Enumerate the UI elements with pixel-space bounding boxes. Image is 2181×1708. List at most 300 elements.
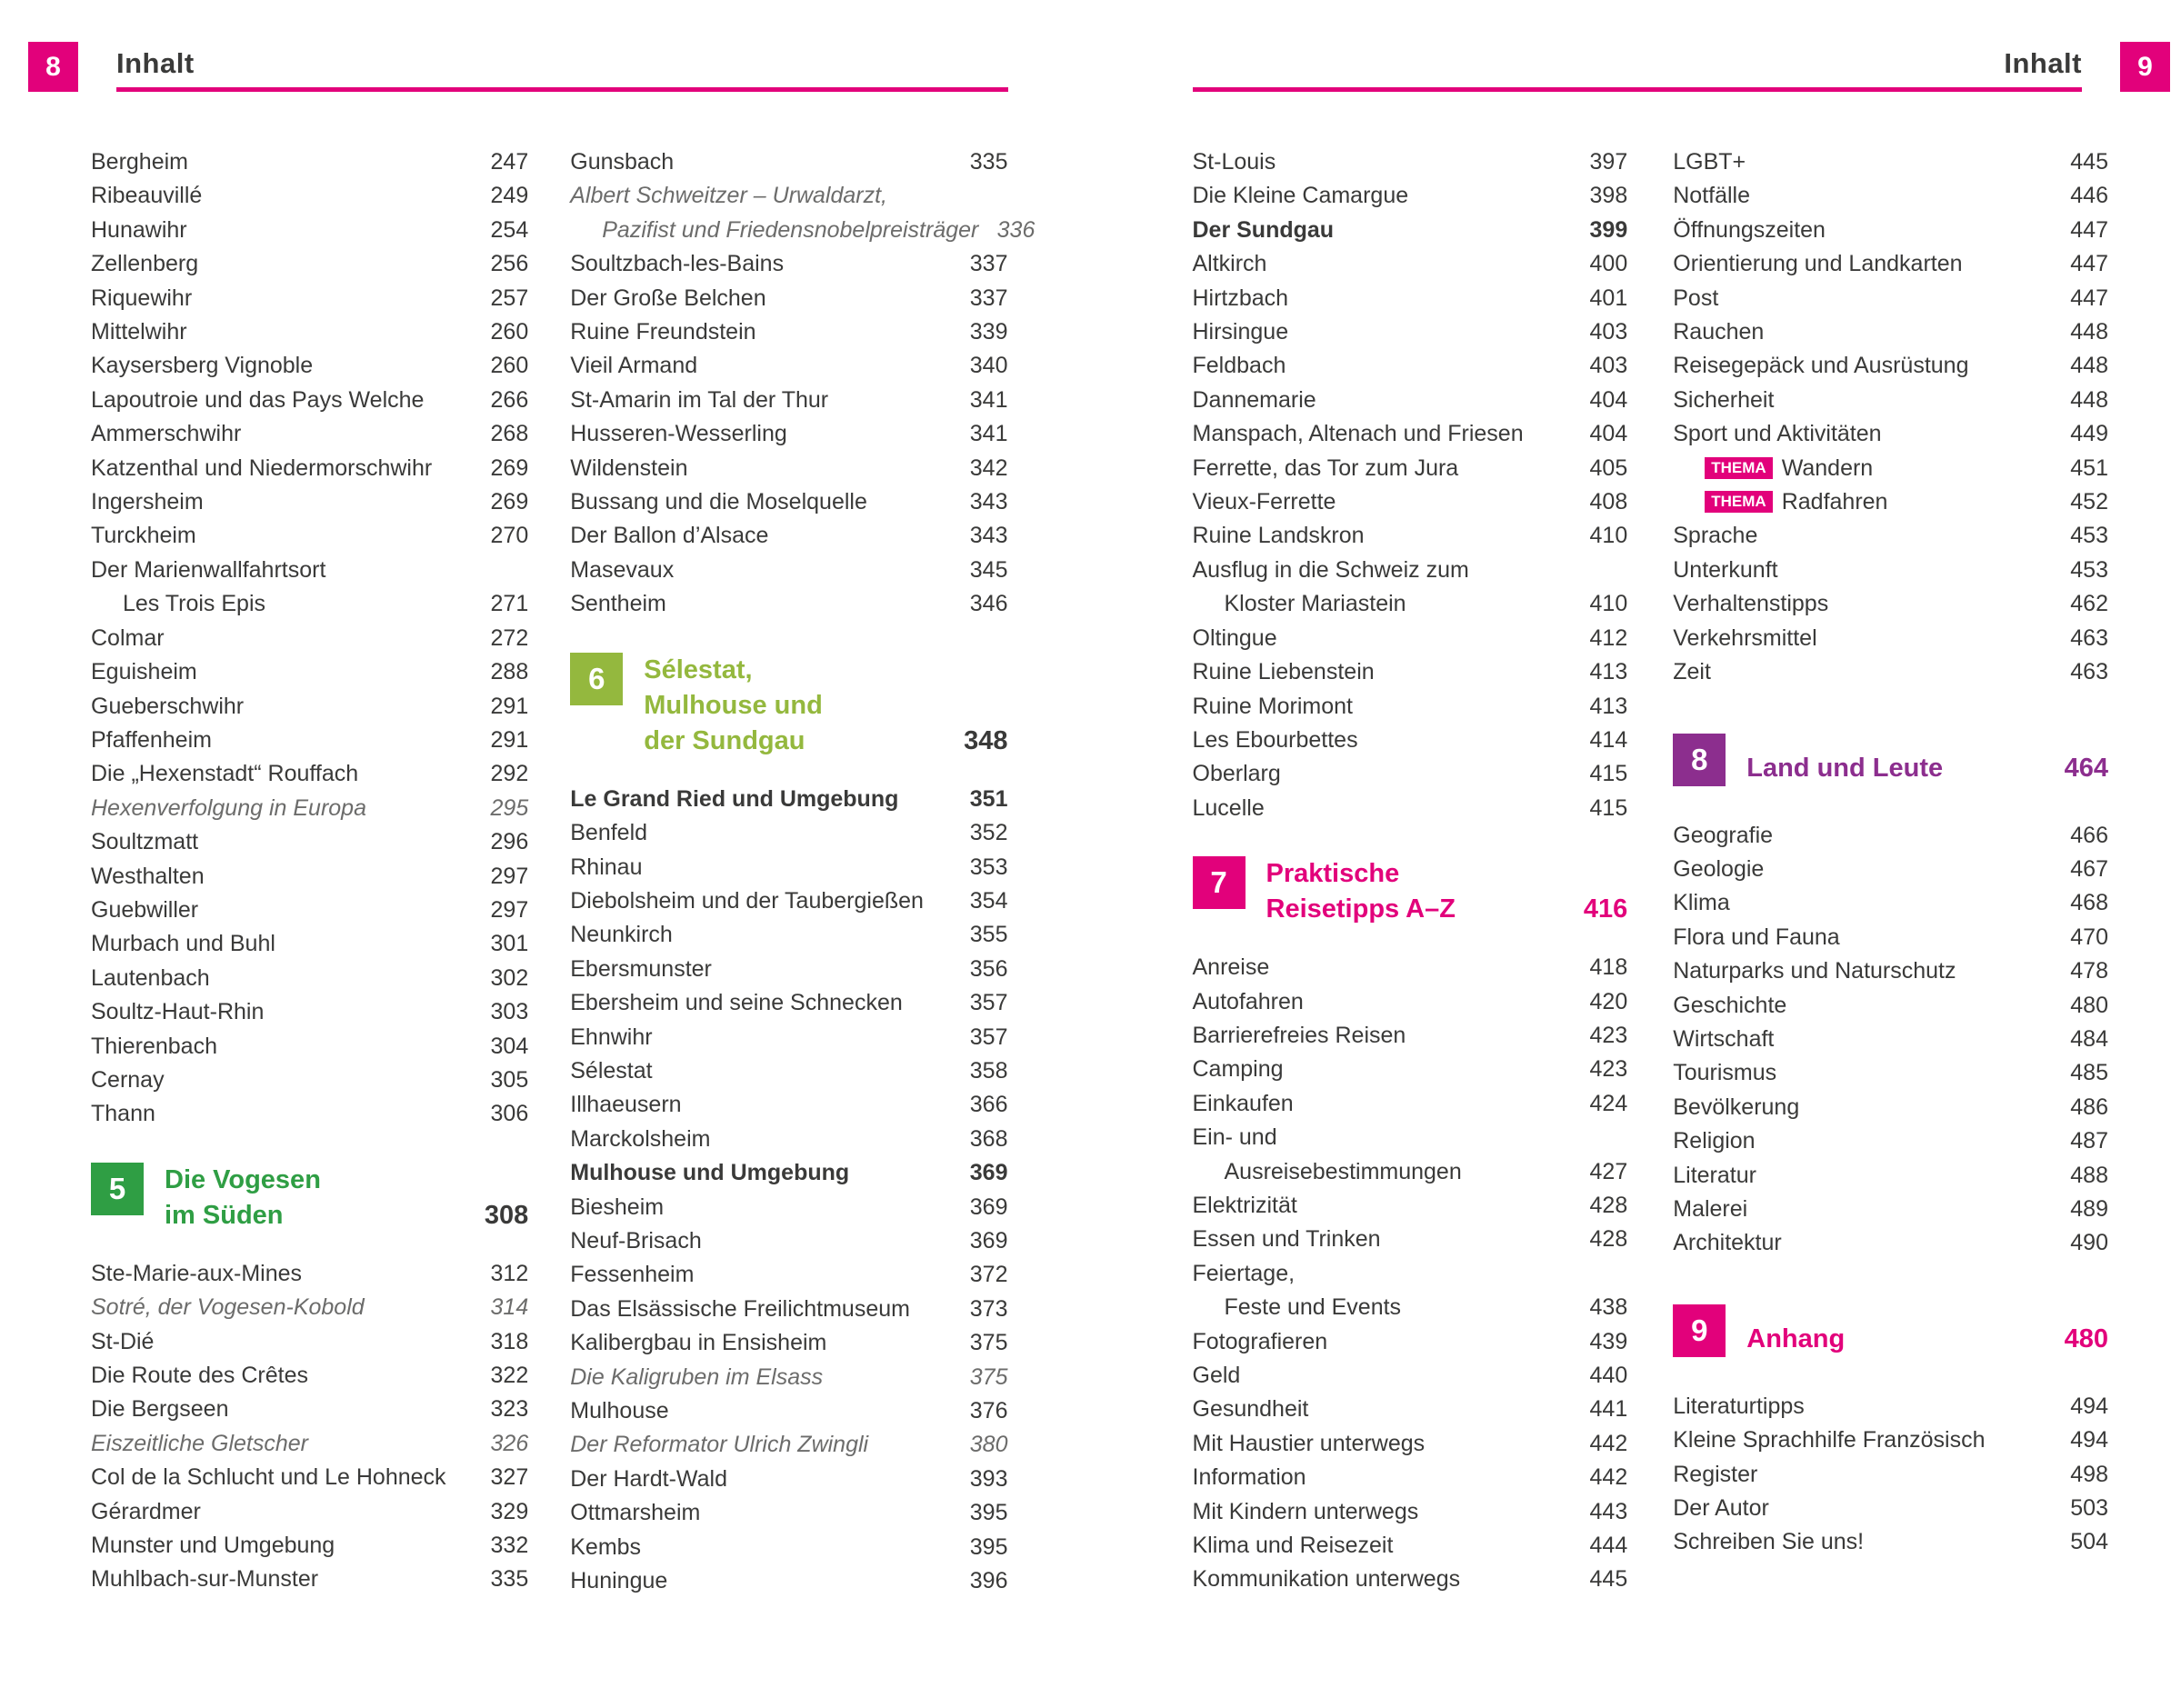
entry-page-number: 451 [2070,454,2108,481]
toc-entry [1673,519,2108,553]
section-number-box: 8 [1673,734,1726,786]
toc-entry [1673,819,2108,853]
toc-entry [570,384,1007,417]
entry-page-number: 438 [1589,1294,1628,1321]
entry-page-number: 442 [1589,1464,1628,1491]
toc-entry [1673,1492,2108,1525]
entry-label: THEMA Wandern [1673,452,2052,485]
entry-page-number: 463 [2070,659,2108,685]
entry-label: Wildenstein [570,454,688,481]
toc-entry [570,145,1007,179]
entry-label: Schreiben Sie uns! [1673,1529,1865,1555]
entry-page-number: 441 [1589,1396,1628,1423]
entry-label: Kleine Sprachhilfe Französisch [1673,1427,1986,1453]
toc-entry [91,792,528,825]
entry-page-number: 395 [969,1500,1008,1526]
entry-label: Hirtzbach [1192,285,1289,311]
toc-entry [1193,1257,1628,1291]
section-page-number: 308 [484,1200,529,1230]
toc-entry [1193,1053,1628,1086]
entry-page-number: 427 [1589,1158,1628,1184]
entry-label: Der Marienwallfahrtsort [91,556,326,583]
entry-label: Verkehrsmittel [1673,624,1817,651]
entry-label: Anreise [1192,954,1270,981]
toc-entry [570,1258,1007,1292]
entry-page-number: 336 [996,216,1035,243]
entry-page-number: 372 [969,1262,1008,1288]
toc-entry [91,962,528,995]
toc-entry [91,179,528,213]
entry-label: Autofahren [1192,988,1304,1014]
entry-page-number: 405 [1589,454,1628,481]
toc-entry [91,247,528,281]
toc-entry [91,724,528,757]
section-page-number: 416 [1583,894,1628,924]
toc-entry [570,485,1007,519]
entry-page-number: 504 [2070,1529,2108,1555]
entry-page-number: 403 [1589,353,1628,379]
toc-entry [1673,417,2108,451]
entry-page-number: 369 [969,1160,1008,1186]
entry-page-number: 312 [490,1260,529,1286]
entry-page-number: 445 [2070,149,2108,175]
toc-entry [1193,349,1628,383]
toc-entry [570,1088,1007,1122]
entry-page-number: 356 [969,955,1008,982]
toc-entry [1193,587,1628,621]
entry-label: Colmar [91,624,165,651]
entry-label: Sport und Aktivitäten [1673,421,1882,447]
entry-label: Religion [1673,1128,1756,1154]
entry-page-number: 269 [490,454,529,481]
entry-label: Husseren-Wesserling [570,421,787,447]
columns-right [1193,145,2109,1597]
entry-page-number: 340 [969,353,1008,379]
entry-label: Albert Schweitzer – Urwaldarzt, [570,183,887,209]
entry-label: Turckheim [91,523,196,549]
entry-label: Soultz-Haut-Rhin [91,999,265,1025]
entry-page-number: 323 [490,1396,529,1423]
entry-page-number: 393 [969,1465,1008,1492]
header-title: Inhalt [2004,47,2082,79]
toc-entry [1673,1056,2108,1090]
entry-label: Ingersheim [91,489,204,515]
entry-page-number: 292 [490,761,529,787]
toc-entry [1193,1359,1628,1393]
entry-page-number: 341 [969,421,1008,447]
toc-entry [91,1461,528,1494]
toc-entry [1673,315,2108,349]
toc-entry [570,315,1007,349]
entry-page-number: 351 [969,785,1008,812]
entry-page-number: 272 [490,624,529,651]
toc-entry [1193,622,1628,655]
section-heading [1193,856,1628,927]
entry-page-number: 256 [490,251,529,277]
section-page-number: 480 [2064,1323,2108,1353]
section-page-number: 348 [964,725,1008,755]
entry-label: Gueberschwihr [91,693,245,719]
toc-entry [1673,1525,2108,1559]
toc-entry [570,214,1035,247]
toc-entry [91,1030,528,1064]
entry-page-number: 448 [2070,386,2108,413]
toc-entry [1193,417,1628,451]
entry-label: Feiertage, [1192,1260,1296,1286]
entry-label: Ottmarsheim [570,1500,701,1526]
thema-badge: THEMA [1705,491,1772,513]
toc-entry [1673,853,2108,886]
toc-entry [91,1393,528,1426]
entry-label: Col de la Schlucht und Le Hohneck [91,1464,446,1491]
entry-label: Soultzmatt [91,829,199,855]
entry-label: Les Trois Epis [123,591,266,617]
section-heading [91,1163,528,1234]
entry-page-number: 341 [969,386,1008,413]
toc-entry [91,349,528,383]
entry-page-number: 448 [2070,353,2108,379]
toc-entry [1673,622,2108,655]
entry-page-number: 339 [969,319,1008,345]
entry-page-number: 271 [490,591,529,617]
entry-label: Pfaffenheim [91,726,212,753]
toc-entry [570,986,1007,1020]
section-heading [1673,1304,2108,1357]
entry-page-number: 440 [1589,1363,1628,1388]
entry-page-number: 304 [490,1033,529,1059]
entry-label: Die Kaligruben im Elsass [570,1363,824,1390]
toc-entry [91,655,528,689]
toc-entry [91,1427,528,1461]
toc-entry [570,247,1007,281]
toc-entry [91,825,528,859]
toc-entry [570,1361,1007,1394]
toc-entry [91,1563,528,1596]
toc-entry [1673,1226,2108,1260]
section-number-box: 7 [1193,856,1246,909]
entry-page-number: 337 [969,285,1008,311]
entry-page-number: 399 [1589,216,1628,243]
entry-label: St-Louis [1192,149,1276,175]
entry-label: Mulhouse [570,1398,669,1423]
entry-page-number: 329 [490,1498,529,1524]
toc-entry [91,1529,528,1563]
entry-label: Architektur [1673,1230,1782,1256]
section-number-box: 6 [570,653,623,705]
entry-label: LGBT+ [1673,149,1746,175]
entry-label: Ausflug in die Schweiz zum [1192,556,1469,583]
entry-page-number: 376 [969,1398,1008,1423]
entry-label: Rauchen [1673,319,1765,345]
entry-label: Klima und Reisezeit [1192,1533,1394,1559]
toc-entry [91,145,528,179]
toc-entry [570,816,1007,850]
entry-page-number: 403 [1589,319,1628,345]
section-title: Sélestat, Mulhouse und der Sundgau [644,654,823,755]
entry-page-number: 410 [1589,523,1628,549]
toc-entry [1673,655,2108,689]
entry-page-number: 291 [490,726,529,753]
entry-page-number: 488 [2070,1162,2108,1188]
entry-page-number: 428 [1589,1192,1628,1218]
entry-label: Vieil Armand [570,353,698,379]
toc-entry [91,519,528,553]
toc-entry [91,315,528,349]
entry-label: Geologie [1673,855,1765,882]
toc-entry [1673,214,2108,247]
entry-label: Ammerschwihr [91,421,242,447]
toc-entry [91,1325,528,1359]
toc-entry [91,554,528,587]
toc-entry [1193,1189,1628,1223]
toc-entry [1673,1023,2108,1056]
toc-entry [91,1359,528,1393]
entry-label: Masevaux [570,556,675,583]
entry-label: Mit Kindern unterwegs [1192,1498,1419,1524]
toc-entry [91,384,528,417]
page-number-box: 8 [28,42,78,92]
toc-entry [1193,485,1628,519]
entry-label: Lapoutroie und das Pays Welche [91,386,425,413]
entry-label: Ausreisebestimmungen [1224,1158,1462,1184]
toc-entry [1193,757,1628,791]
entry-page-number: 346 [969,591,1008,617]
entry-label: Ruine Landskron [1192,523,1365,549]
entry-label: Feldbach [1192,353,1286,379]
entry-page-number: 305 [490,1066,529,1093]
toc-entry [91,587,528,621]
entry-page-number: 453 [2070,556,2108,583]
entry-page-number: 490 [2070,1230,2108,1256]
toc-entry [570,519,1007,553]
toc-entry [91,1097,528,1131]
entry-label: Mittelwihr [91,319,187,345]
toc-entry [1193,1393,1628,1426]
entry-page-number: 445 [1589,1566,1628,1593]
entry-label: Orientierung und Landkarten [1673,251,1963,277]
toc-entry [1193,519,1628,553]
toc-entry [1673,247,2108,281]
entry-label: Tourismus [1673,1060,1777,1086]
toc-entry [1193,247,1628,281]
toc-entry [1193,554,1628,587]
toc-entry [91,1495,528,1529]
entry-label: Öffnungszeiten [1673,216,1826,243]
toc-entry [570,1123,1007,1156]
toc-entry [1673,179,2108,213]
entry-page-number: 260 [490,353,529,379]
toc-entry [570,1224,1007,1258]
section-title: Anhang [1746,1323,1846,1353]
entry-page-number: 442 [1589,1430,1628,1456]
entry-label: Altkirch [1192,251,1267,277]
toc-entry [1673,989,2108,1023]
entry-page-number: 428 [1589,1226,1628,1253]
entry-label: Geschichte [1673,992,1787,1018]
entry-label: Zeit [1673,659,1711,685]
entry-label: Sicherheit [1673,386,1775,413]
toc-entry [570,884,1007,918]
entry-page-number: 503 [2070,1495,2108,1521]
thema-badge: THEMA [1705,457,1772,479]
toc-entry [1673,921,2108,954]
toc-entry [91,1064,528,1097]
toc-entry [91,282,528,315]
entry-page-number: 302 [490,964,529,991]
toc-entry [1193,690,1628,724]
entry-page-number: 335 [969,149,1008,175]
entry-label: Der Ballon d’Alsace [570,523,769,549]
toc-entry [570,1021,1007,1054]
entry-label: Post [1673,285,1719,311]
entry-label: Ferrette, das Tor zum Jura [1192,454,1459,481]
toc-entry [570,1054,1007,1088]
entry-label: Mulhouse und Umgebung [570,1160,850,1186]
toc-entry [1193,1563,1628,1596]
entry-page-number: 343 [969,489,1008,515]
entry-label: Ebersmunster [570,955,712,982]
entry-page-number: 358 [969,1057,1008,1084]
toc-entry [1193,1427,1628,1461]
toc-entry [1193,384,1628,417]
entry-page-number: 415 [1589,794,1628,821]
entry-label: Vieux-Ferrette [1192,489,1336,515]
page-number-box: 9 [2120,42,2170,92]
entry-page-number: 291 [490,693,529,719]
entry-label: Naturparks und Naturschutz [1673,958,1956,984]
toc-entry [570,1191,1007,1224]
entry-label: Fessenheim [570,1262,695,1288]
toc-entry [570,417,1007,451]
entry-page-number: 398 [1589,183,1628,209]
entry-label: Hunawihr [91,216,187,243]
entry-page-number: 366 [969,1092,1008,1118]
toc-entry [1193,1155,1628,1189]
section-title: Die Vogesen im Süden [165,1164,321,1230]
entry-page-number: 269 [490,489,529,515]
entry-label: Wirtschaft [1673,1025,1775,1052]
entry-label: Eguisheim [91,659,197,685]
entry-page-number: 345 [969,556,1008,583]
entry-label: Neunkirch [570,922,673,948]
toc-entry [1673,1458,2108,1492]
entry-label: Thann [91,1101,155,1127]
entry-page-number: 335 [490,1566,529,1593]
toc-entry [91,485,528,519]
entry-page-number: 373 [969,1295,1008,1322]
section-heading [1673,734,2108,786]
entry-label: Die Bergseen [91,1396,229,1423]
entry-label: Reisegepäck und Ausrüstung [1673,353,1969,379]
entry-label: Le Grand Ried und Umgebung [570,785,899,812]
toc-entry [91,995,528,1029]
entry-label: Gérardmer [91,1498,201,1524]
entry-label: Les Ebourbettes [1192,726,1358,753]
entry-label: Lautenbach [91,964,210,991]
toc-entry [1193,1087,1628,1121]
entry-label: Unterkunft [1673,556,1778,583]
entry-label: Gesundheit [1192,1396,1309,1423]
header-rule [1193,42,2083,92]
toc-entry [1673,282,2108,315]
toc-entry [570,1156,1007,1190]
entry-page-number: 343 [969,523,1008,549]
toc-entry [91,1291,528,1324]
toc-entry [91,214,528,247]
entry-label: Dannemarie [1192,386,1316,413]
toc-entry [570,282,1007,315]
entry-label: Ebersheim und seine Schnecken [570,990,903,1016]
entry-page-number: 413 [1589,659,1628,685]
entry-label: Katzenthal und Niedermorschwihr [91,454,433,481]
toc-entry [1193,452,1628,485]
page-header-right [1193,42,2171,92]
entry-page-number: 404 [1589,386,1628,413]
entry-page-number: 254 [490,216,529,243]
toc-entry [570,918,1007,952]
entry-page-number: 410 [1589,591,1628,617]
toc-entry [1673,349,2108,383]
entry-label: Mit Haustier unterwegs [1192,1430,1426,1456]
entry-label: Literaturtipps [1673,1393,1805,1419]
entry-label: Ste-Marie-aux-Mines [91,1260,303,1286]
entry-label: Ein- und [1192,1124,1277,1151]
toc-entry [570,1496,1007,1530]
entry-label: Munster und Umgebung [91,1533,335,1559]
entry-page-number: 478 [2070,958,2108,984]
section-number-box: 9 [1673,1304,1726,1357]
entry-label: Bergheim [91,149,188,175]
toc-entry [91,417,528,451]
entry-label: Der Hardt-Wald [570,1465,727,1492]
entry-label: Riquewihr [91,285,193,311]
entry-label: Fotografieren [1192,1328,1328,1354]
entry-label: Thierenbach [91,1033,217,1059]
entry-label: Geld [1192,1363,1241,1388]
entry-page-number: 352 [969,820,1008,846]
toc-entry [570,554,1007,587]
toc-entry [570,1428,1007,1462]
entry-page-number: 447 [2070,216,2108,243]
entry-label: Murbach und Buhl [91,931,275,957]
toc-entry [1193,1121,1628,1154]
entry-page-number: 297 [490,896,529,923]
toc-entry [570,953,1007,986]
entry-page-number: 303 [490,999,529,1025]
header-rule [116,42,1008,92]
entry-label: Bussang und die Moselquelle [570,489,867,515]
entry-page-number: 446 [2070,183,2108,209]
entry-label: Sélestat [570,1057,653,1084]
entry-page-number: 401 [1589,285,1628,311]
entry-label: Flora und Fauna [1673,924,1840,950]
entry-label: Oltingue [1192,624,1277,651]
entry-page-number: 357 [969,1024,1008,1050]
entry-label: Neuf-Brisach [570,1227,702,1254]
toc-entry [91,757,528,791]
entry-label: Kommunikation unterwegs [1192,1566,1461,1593]
toc-entry [1193,179,1628,213]
entry-page-number: 354 [969,887,1008,914]
toc-entry [91,452,528,485]
toc-entry [1673,485,2108,519]
entry-page-number: 332 [490,1533,529,1559]
toc-entry [1673,954,2108,988]
entry-label: Oberlarg [1192,761,1281,787]
toc-entry [1673,1091,2108,1124]
entry-page-number: 423 [1589,1022,1628,1048]
entry-label: Lucelle [1192,794,1265,821]
